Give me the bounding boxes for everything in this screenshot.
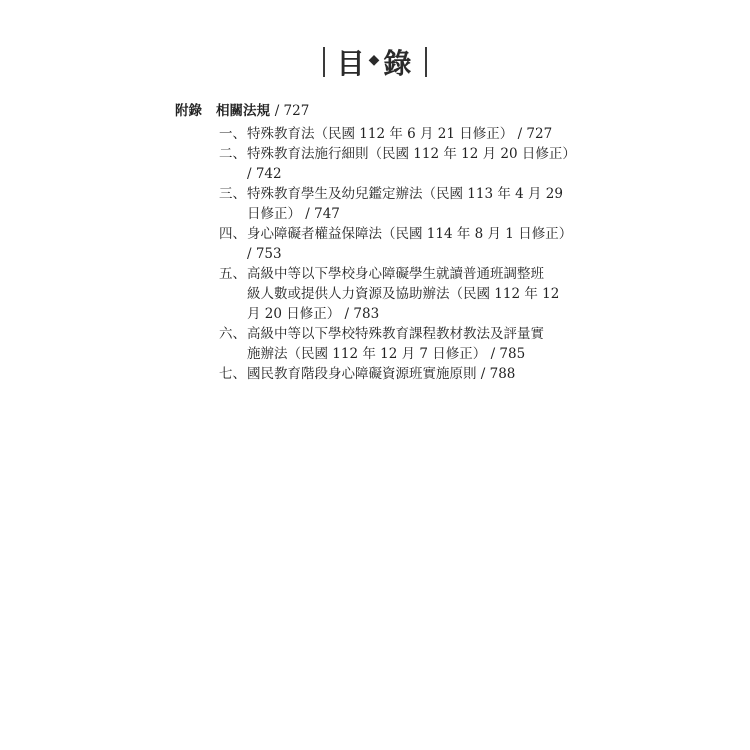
toc-entry-line: 特殊教育學生及幼兒鑑定辦法（民國 113 年 4 月 29 (247, 186, 563, 202)
toc-entry-line: 施辦法（民國 112 年 12 月 7 日修正） / 785 (247, 346, 526, 362)
toc-entry-number: 一、 (219, 126, 246, 142)
toc-entry[interactable] (219, 264, 569, 324)
toc-entry-line: 國民教育階段身心障礙資源班實施原則 / 788 (247, 366, 516, 382)
title-left-bar (323, 47, 325, 77)
toc-entry-line: 高級中等以下學校特殊教育課程教材教法及評量實 (247, 326, 544, 342)
toc-entry-number: 五、 (219, 266, 246, 282)
toc-entry-number: 四、 (219, 226, 246, 242)
toc-entry[interactable] (219, 144, 576, 184)
toc-entry[interactable] (219, 224, 573, 264)
toc-entry-line: 級人數或提供人力資源及協助辦法（民國 112 年 12 (247, 286, 560, 302)
appendix-label: 附錄 (175, 103, 202, 119)
toc-entry[interactable] (219, 364, 569, 384)
toc-entry-number: 三、 (219, 186, 246, 202)
toc-entry-line: 身心障礙者權益保障法（民國 114 年 8 月 1 日修正） (247, 226, 573, 242)
appendix-page: / 727 (274, 103, 310, 119)
toc-entry[interactable] (219, 124, 569, 144)
toc-entry-line: 特殊教育法（民國 112 年 6 月 21 日修正） / 727 (247, 126, 553, 142)
toc-entry[interactable] (219, 184, 569, 224)
page-title (0, 42, 750, 82)
toc-entry-text (247, 364, 569, 384)
toc-entry-line: 月 20 日修正） / 783 (247, 306, 380, 322)
toc-entry-text (247, 224, 572, 264)
toc-entry-text (247, 124, 569, 144)
title-char-2: 錄 (383, 47, 414, 80)
appendix-heading (175, 99, 309, 119)
toc-entry-line: 日修正） / 747 (247, 206, 340, 222)
toc-entry-line: / 753 (247, 246, 282, 262)
toc-entry-line: 特殊教育法施行細則（民國 112 年 12 月 20 日修正） (247, 146, 576, 162)
title-right-bar (425, 47, 427, 77)
toc-entries (219, 124, 576, 384)
toc-entry-number: 七、 (219, 366, 246, 382)
title-char-1: 目 (336, 47, 367, 80)
appendix-title: 相關法規 (216, 103, 270, 119)
toc-entry-number: 二、 (219, 146, 246, 162)
toc-entry-text (247, 324, 569, 364)
toc-entry-number: 六、 (219, 326, 246, 342)
toc-entry-text (247, 264, 569, 324)
toc-entry-text (247, 144, 576, 184)
diamond-icon: ◆ (368, 52, 382, 68)
toc-entry-line: / 742 (247, 166, 282, 182)
toc-entry[interactable] (219, 324, 569, 364)
toc-entry-line: 高級中等以下學校身心障礙學生就讀普通班調整班 (247, 266, 544, 282)
toc-entry-text (247, 184, 569, 224)
